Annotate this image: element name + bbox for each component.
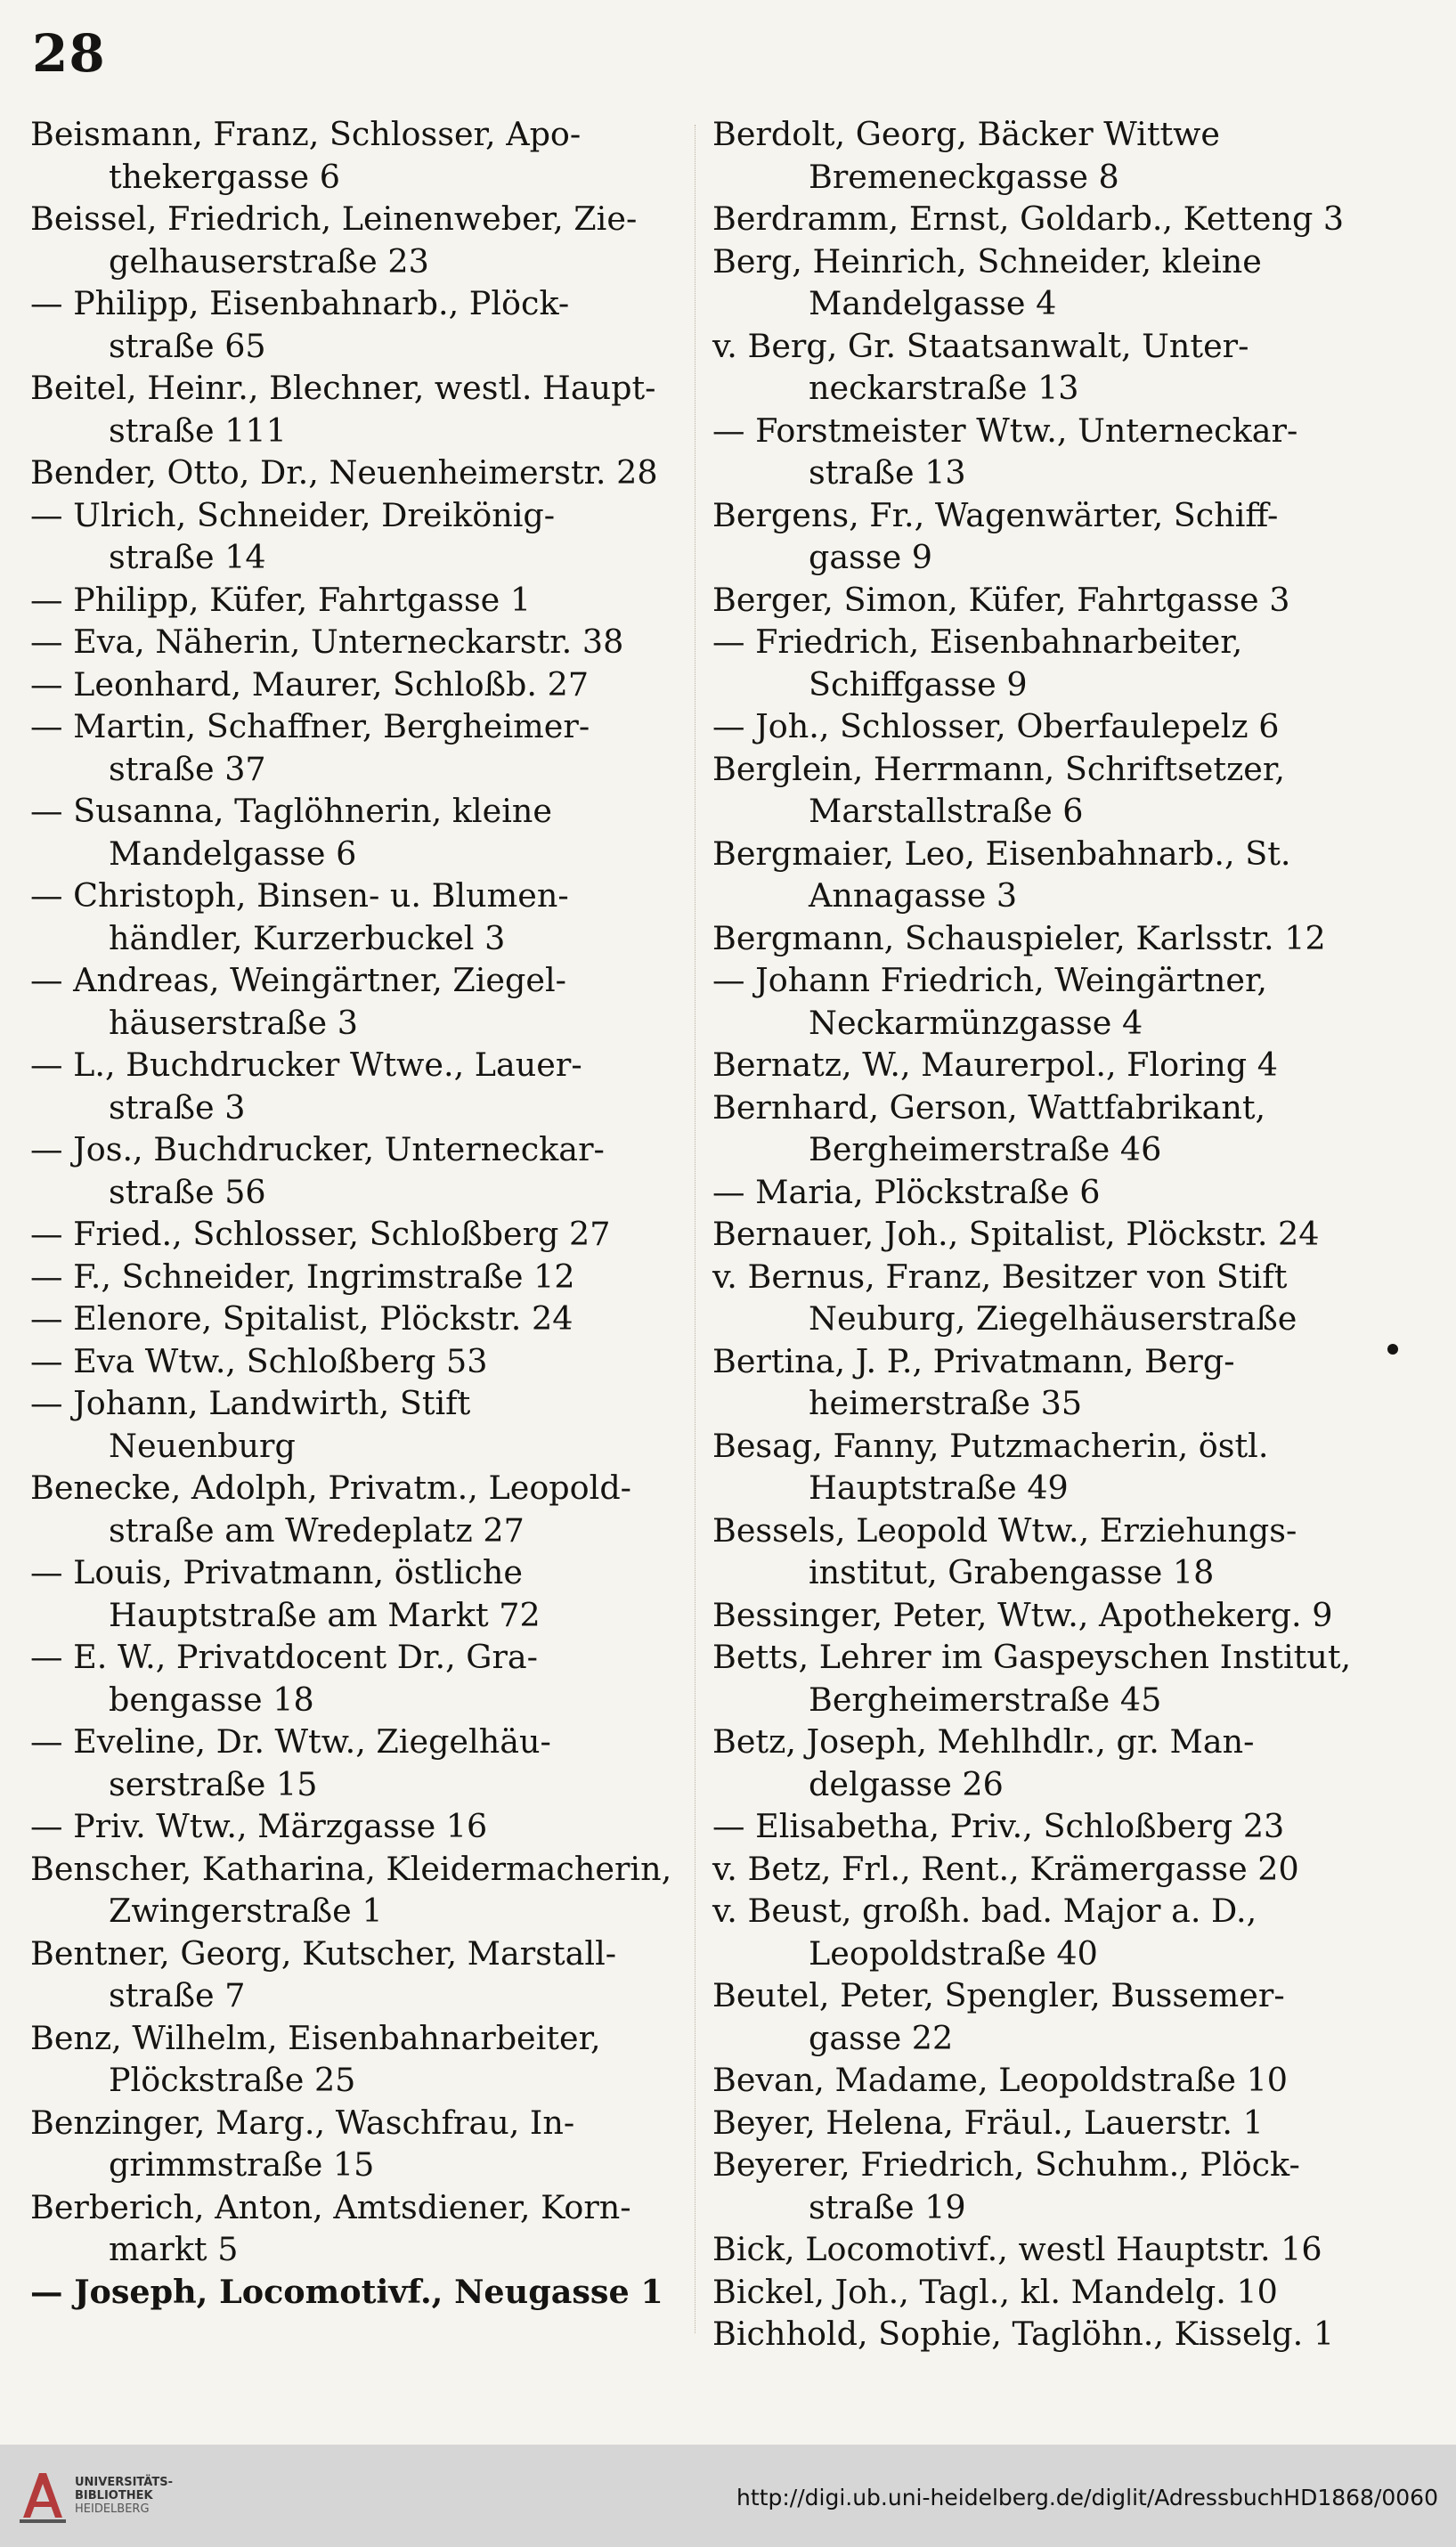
directory-line: institut, Grabengasse 18 (809, 1553, 1215, 1591)
directory-line: — Andreas, Weingärtner, Ziegel- (30, 961, 567, 999)
directory-line: Neckarmünzgasse 4 (809, 1003, 1143, 1042)
directory-line: Beitel, Heinr., Blechner, westl. Haupt- (30, 369, 656, 407)
library-logo[interactable] (16, 2460, 203, 2531)
directory-line: Berglein, Herrmann, Schriftsetzer, (712, 749, 1285, 788)
directory-line: — Eva Wtw., Schloßberg 53 (30, 1341, 488, 1380)
directory-line: — Johann Friedrich, Weingärtner, (712, 961, 1267, 999)
directory-line: straße 7 (109, 1976, 246, 2014)
directory-line: Benscher, Katharina, Kleidermacherin, (30, 1849, 672, 1888)
directory-line: Benzinger, Marg., Waschfrau, In- (30, 2103, 575, 2142)
directory-line: Bentner, Georg, Kutscher, Marstall- (30, 1933, 617, 1973)
directory-line: — Elenore, Spitalist, Plöckstr. 24 (30, 1299, 573, 1338)
directory-line: gasse 9 (809, 538, 933, 576)
directory-line: straße 37 (109, 749, 266, 788)
directory-line: Beismann, Franz, Schlosser, Apo- (30, 115, 582, 153)
directory-line: — Susanna, Taglöhnerin, kleine (30, 792, 552, 830)
directory-line: straße 65 (109, 326, 266, 365)
directory-line: Mandelgasse 4 (809, 284, 1057, 322)
directory-line: — Fried., Schlosser, Schloßberg 27 (30, 1215, 611, 1253)
directory-line: Leopoldstraße 40 (809, 1933, 1098, 1973)
directory-line: markt 5 (109, 2230, 239, 2268)
directory-line: Bergheimerstraße 46 (809, 1130, 1162, 1168)
directory-line: straße 111 (109, 411, 287, 450)
directory-line: häuserstraße 3 (109, 1003, 358, 1042)
directory-line: Berg, Heinrich, Schneider, kleine (712, 241, 1262, 281)
directory-line: straße 14 (109, 538, 266, 576)
library-logo-text (75, 2476, 173, 2516)
directory-line: serstraße 15 (109, 1764, 318, 1803)
directory-line: — Maria, Plöckstraße 6 (712, 1172, 1101, 1211)
directory-line: händler, Kurzerbuckel 3 (109, 918, 506, 957)
directory-line: Marstallstraße 6 (809, 792, 1084, 830)
directory-line: Bergmann, Schauspieler, Karlsstr. 12 (712, 918, 1326, 957)
directory-line: Besag, Fanny, Putzmacherin, östl. (712, 1426, 1269, 1465)
directory-line: Beyerer, Friedrich, Schuhm., Plöck- (712, 2145, 1300, 2184)
directory-line: — Louis, Privatmann, östliche (30, 1553, 524, 1591)
directory-line: Neuburg, Ziegelhäuserstraße (809, 1299, 1297, 1338)
directory-line: Bernhard, Gerson, Wattfabrikant, (712, 1087, 1266, 1127)
right-column (712, 113, 1425, 2356)
directory-line: Bernatz, W., Maurerpol., Floring 4 (712, 1046, 1278, 1084)
directory-line: — Forstmeister Wtw., Unterneckar- (712, 411, 1298, 450)
directory-line: — Ulrich, Schneider, Dreikönig- (30, 495, 556, 534)
directory-line: Bickel, Joh., Tagl., kl. Mandelg. 10 (712, 2272, 1278, 2311)
directory-line: — L., Buchdrucker Wtwe., Lauer- (30, 1046, 582, 1084)
directory-line: bengasse 18 (109, 1680, 314, 1719)
directory-line: — Joh., Schlosser, Oberfaulepelz 6 (712, 707, 1280, 745)
directory-line: v. Betz, Frl., Rent., Krämergasse 20 (712, 1849, 1299, 1888)
directory-line: Betts, Lehrer im Gaspeyschen Institut, (712, 1638, 1352, 1676)
directory-line: — Martin, Schaffner, Bergheimer- (30, 707, 590, 745)
directory-line: Schiffgasse 9 (809, 664, 1028, 704)
directory-line: straße 19 (809, 2187, 966, 2226)
directory-line: Berdolt, Georg, Bäcker Wittwe (712, 115, 1221, 153)
directory-line: — Leonhard, Maurer, Schloßb. 27 (30, 664, 590, 704)
directory-line: Betz, Joseph, Mehlhdlr., gr. Man- (712, 1722, 1255, 1761)
directory-line: Bergheimerstraße 45 (809, 1680, 1162, 1719)
directory-line: delgasse 26 (809, 1764, 1004, 1803)
directory-line: Bender, Otto, Dr., Neuenheimerstr. 28 (30, 453, 658, 492)
directory-line: — Elisabetha, Priv., Schloßberg 23 (712, 1807, 1285, 1845)
directory-line: — Joseph, Locomotivf., Neugasse 1 (30, 2272, 663, 2311)
directory-line: Plöckstraße 25 (109, 2061, 356, 2099)
directory-line: — Philipp, Küfer, Fahrtgasse 1 (30, 580, 532, 619)
directory-line: — Priv. Wtw., Märzgasse 16 (30, 1807, 488, 1845)
margin-dot (1387, 1344, 1398, 1355)
directory-line: Berger, Simon, Küfer, Fahrtgasse 3 (712, 580, 1290, 619)
source-url[interactable]: http://digi.ub.uni-heidelberg.de/diglit/AdressbuchHD1868/0060 (736, 2485, 1438, 2510)
directory-line: gasse 22 (809, 2018, 954, 2057)
directory-line: grimmstraße 15 (109, 2145, 375, 2184)
directory-line: — Johann, Landwirth, Stift (30, 1384, 471, 1422)
directory-line: Bevan, Madame, Leopoldstraße 10 (712, 2061, 1289, 2099)
directory-line: Bick, Locomotivf., westl Hauptstr. 16 (712, 2230, 1322, 2268)
directory-line: Annagasse 3 (809, 876, 1018, 915)
directory-line: straße am Wredeplatz 27 (109, 1510, 525, 1550)
directory-line: Zwingerstraße 1 (109, 1892, 383, 1930)
directory-line: Berdramm, Ernst, Goldarb., Ketteng 3 (712, 199, 1345, 238)
directory-line: Benecke, Adolph, Privatm., Leopold- (30, 1469, 632, 1507)
page-number: 28 (32, 23, 106, 84)
directory-line: Beutel, Peter, Spengler, Bussemer- (712, 1976, 1285, 2014)
directory-line: Beissel, Friedrich, Leinenweber, Zie- (30, 199, 638, 238)
directory-line: v. Berg, Gr. Staatsanwalt, Unter- (712, 326, 1249, 365)
directory-line: Beyer, Helena, Fräul., Lauerstr. 1 (712, 2103, 1264, 2142)
directory-line: Hauptstraße am Markt 72 (109, 1595, 541, 1634)
directory-line: Mandelgasse 6 (109, 834, 357, 873)
directory-line: — Eva, Näherin, Unterneckarstr. 38 (30, 623, 624, 661)
logo-line-3: HEIDELBERG (75, 2502, 150, 2516)
directory-line: gelhauserstraße 23 (109, 241, 429, 281)
directory-line: Neuenburg (109, 1426, 296, 1465)
left-column (30, 113, 676, 2313)
directory-line: Berberich, Anton, Amtsdiener, Korn- (30, 2187, 631, 2226)
directory-line: Bergmaier, Leo, Eisenbahnarb., St. (712, 834, 1291, 873)
directory-line: thekergasse 6 (109, 157, 340, 196)
directory-line: Hauptstraße 49 (809, 1469, 1069, 1507)
directory-line: Bessinger, Peter, Wtw., Apothekerg. 9 (712, 1595, 1333, 1634)
directory-line: — Jos., Buchdrucker, Unterneckar- (30, 1130, 605, 1168)
directory-line: Bernauer, Joh., Spitalist, Plöckstr. 24 (712, 1215, 1320, 1253)
directory-line: Bessels, Leopold Wtw., Erziehungs- (712, 1510, 1297, 1550)
directory-line: straße 13 (809, 453, 966, 492)
directory-line: — Philipp, Eisenbahnarb., Plöck- (30, 284, 570, 322)
directory-line: Bertina, J. P., Privatmann, Berg- (712, 1341, 1235, 1380)
directory-line: — Friedrich, Eisenbahnarbeiter, (712, 623, 1243, 661)
directory-line: — F., Schneider, Ingrimstraße 12 (30, 1257, 575, 1296)
directory-line: Bichhold, Sophie, Taglöhn., Kisselg. 1 (712, 2315, 1335, 2353)
logo-line-2: BIBLIOTHEK (75, 2488, 153, 2502)
directory-line: neckarstraße 13 (809, 369, 1079, 407)
directory-line: Benz, Wilhelm, Eisenbahnarbeiter, (30, 2018, 601, 2057)
directory-line: straße 3 (109, 1087, 246, 1127)
directory-line: heimerstraße 35 (809, 1384, 1083, 1422)
directory-line: — Christoph, Binsen- u. Blumen- (30, 876, 569, 915)
directory-line: Bergens, Fr., Wagenwärter, Schiff- (712, 495, 1279, 534)
logo-line-1: UNIVERSITÄTS- (75, 2475, 173, 2489)
directory-line: v. Bernus, Franz, Besitzer von Stift (712, 1257, 1288, 1296)
directory-line: Bremeneckgasse 8 (809, 157, 1119, 196)
directory-line: — E. W., Privatdocent Dr., Gra- (30, 1638, 538, 1676)
directory-line: v. Beust, großh. bad. Major a. D., (712, 1892, 1257, 1930)
directory-line: straße 56 (109, 1172, 266, 1211)
library-logo-icon (16, 2464, 69, 2527)
directory-line: — Eveline, Dr. Wtw., Ziegelhäu- (30, 1722, 551, 1761)
